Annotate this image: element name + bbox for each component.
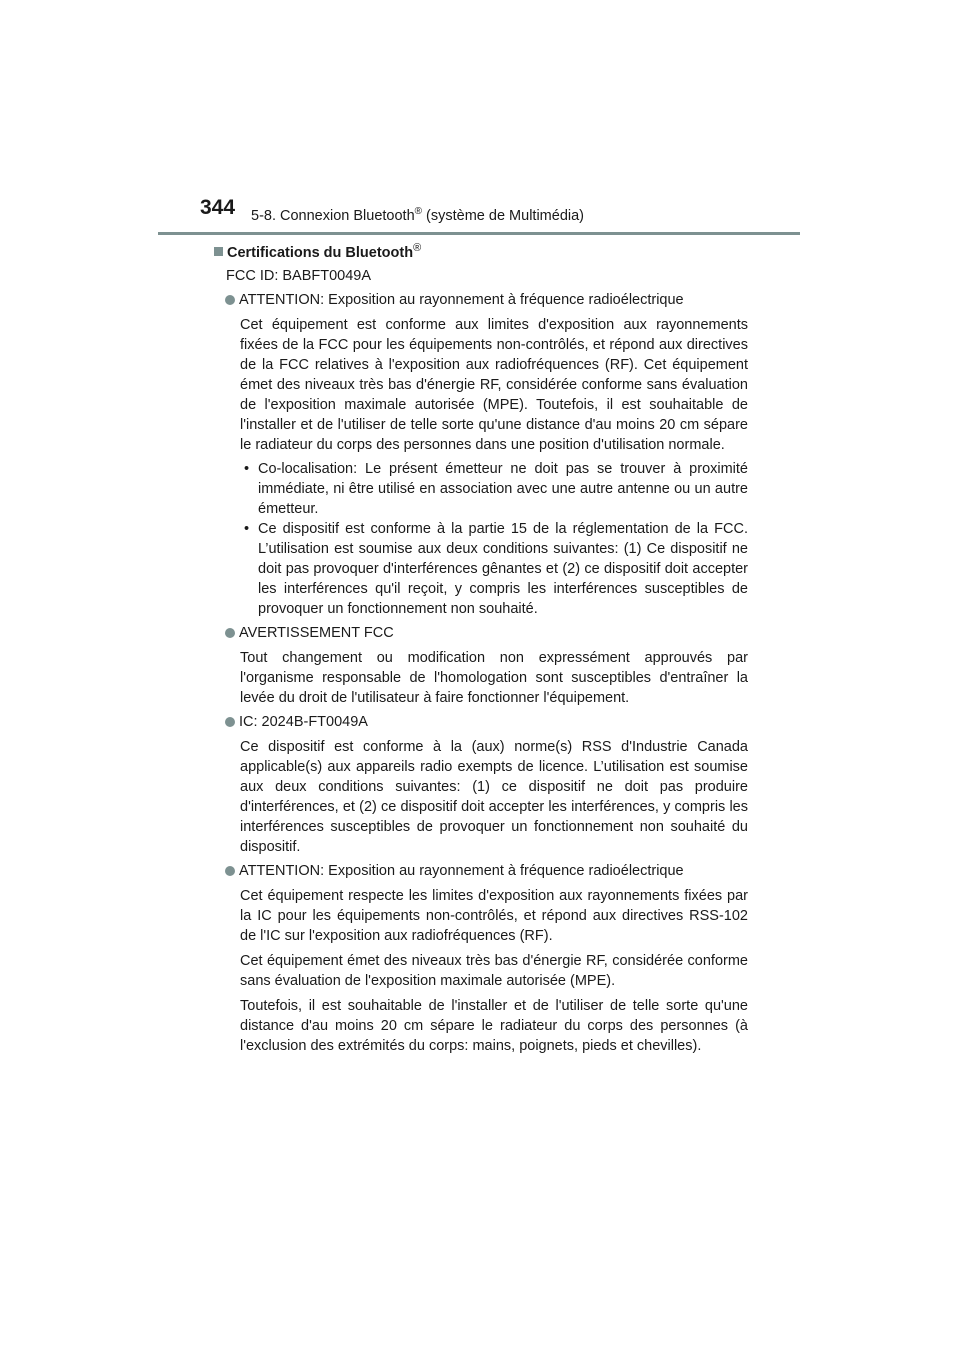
section-title: Certifications du Bluetooth [227, 244, 414, 261]
paragraph: Ce dispositif est conforme à la (aux) norme(s) RSS d'Industrie Canada applicable(s) aux appareils radio exempts de licence. L’utilisation est soumise aux deux conditions suivantes: (1) ce dispositif ne doit pas produire d'interférences, et (2) ce dispositif doit accepter les interférences, y compris les interférences susceptibles de provoquer un fonctionnement non souhaité du dispositif. [240, 738, 748, 855]
bullet-icon: • [244, 520, 250, 537]
item-title-text: AVERTISSEMENT FCC [239, 624, 394, 641]
fcc-id: FCC ID: BABFT0049A [226, 267, 372, 284]
circle-bullet-icon [225, 628, 235, 638]
item-title-text: ATTENTION: Exposition au rayonnement à fréquence radioélectrique [239, 862, 684, 879]
chapter-title-suffix: (système de Multimédia) [422, 207, 584, 224]
paragraph: Tout changement ou modification non expressément approuvés par l'organisme responsable de l'homologation sont susceptibles d'entraîner la levée du droit de l'utilisateur à faire fonctionner l'équipement. [240, 649, 748, 706]
sub-list-item-text: Ce dispositif est conforme à la partie 15 de la réglementation de la FCC. L’utilisation est soumise aux deux conditions suivantes: (1) Ce dispositif ne doit pas provoquer d'interférences gênantes et (2) ce dispositif doit accepter les interférences qu'il reçoit, y compris les interférences susceptibles de provoquer un fonctionnement non souhaité. [258, 520, 748, 617]
sub-list [214, 459, 748, 619]
page-content [214, 238, 748, 1056]
square-bullet-icon [214, 247, 223, 256]
header-rule [158, 232, 800, 235]
list-item [214, 623, 748, 708]
item-title [214, 290, 748, 310]
bullet-icon: • [244, 460, 250, 477]
registered-mark: ® [414, 206, 423, 217]
section-heading [214, 238, 748, 263]
paragraph: Cet équipement est conforme aux limites d'exposition aux rayonnements fixées de la FCC pour les équipements non-contrôlés, et répond aux directives de la FCC relatives à l'exposition aux radiofréquences (RF). Cet équipement émet des niveaux très bas d'énergie RF, considérée conforme sans évaluation de l'exposition maximale autorisée (MPE). Toutefois, il est souhaitable de l'installer et de l'utiliser de telle sorte qu'une distance d'au moins 20 cm sépare le radiateur du corps des personnes dans une position d'utilisation normale. [240, 316, 748, 453]
circle-bullet-icon [225, 295, 235, 305]
paragraph: Cet équipement émet des niveaux très bas d'énergie RF, considérée conforme sans évaluation de l'exposition maximale autorisée (MPE). [240, 952, 748, 989]
item-title-text: ATTENTION: Exposition au rayonnement à fréquence radioélectrique [239, 291, 684, 308]
circle-bullet-icon [225, 717, 235, 727]
item-title-text: IC: 2024B-FT0049A [239, 713, 368, 730]
item-title [214, 623, 748, 643]
sub-list-item [240, 459, 748, 519]
item-list [214, 290, 748, 1056]
paragraph: Toutefois, il est souhaitable de l'installer et de l'utiliser de telle sorte qu'une distance d'au moins 20 cm sépare le radiateur du corps des personnes (à l'exclusion des extrémités du corps: mains, poignets, pieds et chevilles). [240, 997, 748, 1054]
chapter-title-text: 5-8. Connexion Bluetooth [251, 207, 415, 224]
list-item [214, 712, 748, 857]
chapter-title [251, 206, 584, 224]
sub-list-item-text: Co-localisation: Le présent émetteur ne doit pas se trouver à proximité immédiate, ni être utilisé en association avec une autre antenne ou un autre émetteur. [258, 460, 748, 517]
item-title [214, 712, 748, 732]
page-number: 344 [200, 196, 236, 219]
sub-list-item [240, 519, 748, 619]
item-title [214, 861, 748, 881]
circle-bullet-icon [225, 866, 235, 876]
registered-mark: ® [413, 242, 422, 254]
list-item [214, 290, 748, 619]
paragraph: Cet équipement respecte les limites d'exposition aux rayonnements fixées par la IC pour les équipements non-contrôlés, et répond aux directives RSS-102 de l'IC sur l'exposition aux radiofréquences (RF). [240, 887, 748, 944]
list-item [214, 861, 748, 1056]
